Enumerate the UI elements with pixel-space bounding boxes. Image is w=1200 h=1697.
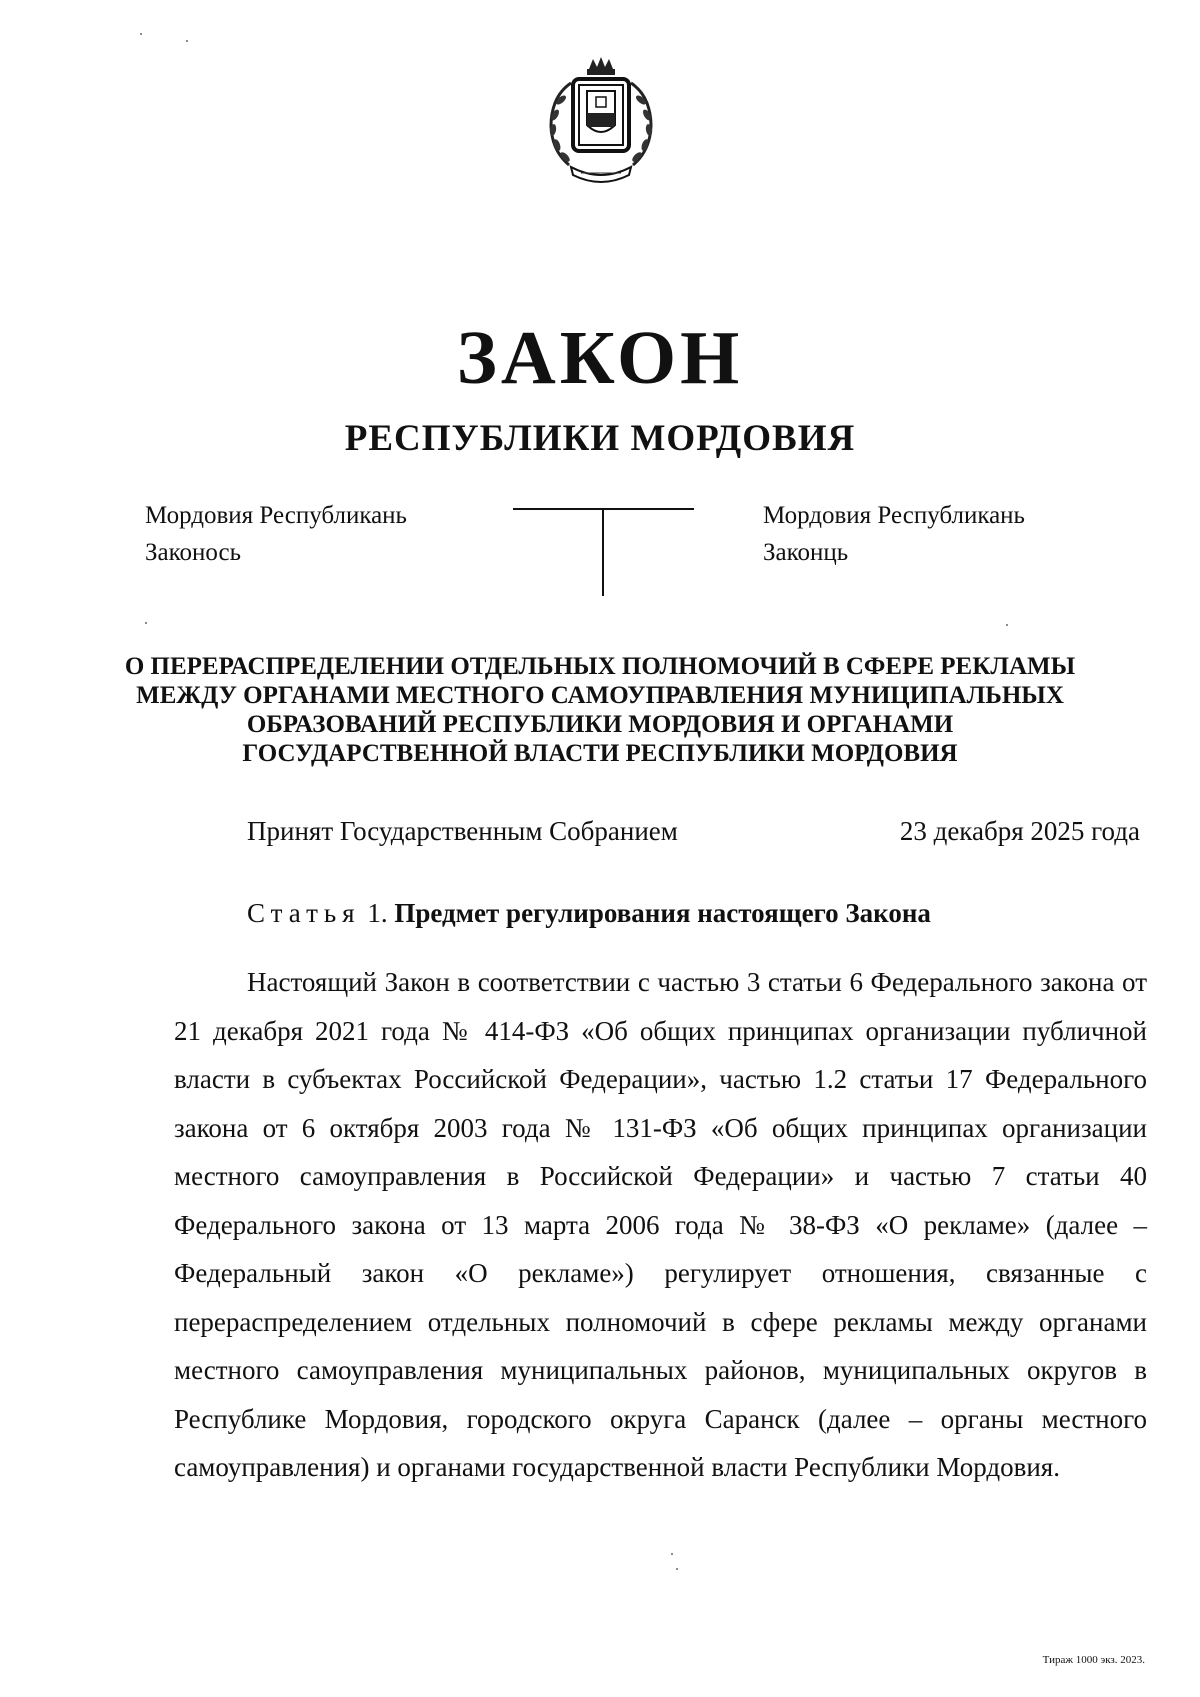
erzya-title-block xyxy=(763,497,1025,571)
law-heading xyxy=(120,652,1080,768)
law-heading-line: ГОСУДАРСТВЕННОЙ ВЛАСТИ РЕСПУБЛИКИ МОРДОВИЯ xyxy=(242,740,958,767)
article-title: Предмет регулирования настоящего Закона xyxy=(394,898,931,928)
erzya-title-line2: Законць xyxy=(763,539,849,566)
article-word: Статья xyxy=(247,898,361,928)
adoption-label: Принят Государственным Собранием xyxy=(247,816,678,846)
law-heading-line: МЕЖДУ ОРГАНАМИ МЕСТНОГО САМОУПРАВЛЕНИЯ МУНИЦИПАЛЬНЫХ xyxy=(136,682,1064,709)
law-heading-line: О ПЕРЕРАСПРЕДЕЛЕНИИ ОТДЕЛЬНЫХ ПОЛНОМОЧИЙ В СФЕРЕ РЕКЛАМЫ xyxy=(124,653,1076,680)
scan-speck xyxy=(140,33,142,35)
scan-speck xyxy=(186,40,188,42)
header-divider-vertical xyxy=(602,508,604,596)
moksha-title-line2: Законось xyxy=(145,539,241,566)
document-subtitle: РЕСПУБЛИКИ МОРДОВИЯ xyxy=(344,418,856,459)
erzya-title-line1: Мордовия Республикань xyxy=(763,502,1025,529)
scan-speck xyxy=(1006,624,1008,626)
article-heading xyxy=(247,898,931,929)
moksha-title-line1: Мордовия Республикань xyxy=(145,502,407,529)
document-title: ЗАКОН xyxy=(456,316,744,400)
scan-speck xyxy=(671,1553,673,1555)
scan-speck xyxy=(145,622,147,624)
mordovia-coat-of-arms-icon xyxy=(541,55,661,190)
scan-speck xyxy=(676,1568,678,1570)
article-number: 1. xyxy=(360,898,395,928)
law-heading-line: ОБРАЗОВАНИЙ РЕСПУБЛИКИ МОРДОВИЯ И ОРГАНАМИ xyxy=(246,711,954,738)
adoption-date: 23 декабря 2025 года xyxy=(899,816,1140,846)
article-body: Настоящий Закон в соответствии с частью 3 статьи 6 Федерального закона от 21 декабря 2021 года № 414-ФЗ «Об общих принципах организации публичной власти в субъектах Российской Федерации», частью 1.2 статьи 17 Федерального закона от 6 октября 2003 года № 131-ФЗ «Об общих принципах организации местного самоуправления в Российской Федерации» и частью 7 статьи 40 Федерального закона от 13 марта 2006 года № 38-ФЗ «О рекламе» (далее – Федеральный закон «О рекламе») регулирует отношения, связанные с перераспределением отдельных полномочий в сфере рекламы между органами местного самоуправления муниципальных районов, муниципальных округов в Республике Мордовия, городского округа Саранск (далее – органы местного самоуправления) и органами государственной власти Республики Мордовия. xyxy=(174,967,1147,1482)
moksha-title-block xyxy=(145,497,407,571)
print-run-note: Тираж 1000 экз. 2023. xyxy=(1042,1654,1145,1666)
